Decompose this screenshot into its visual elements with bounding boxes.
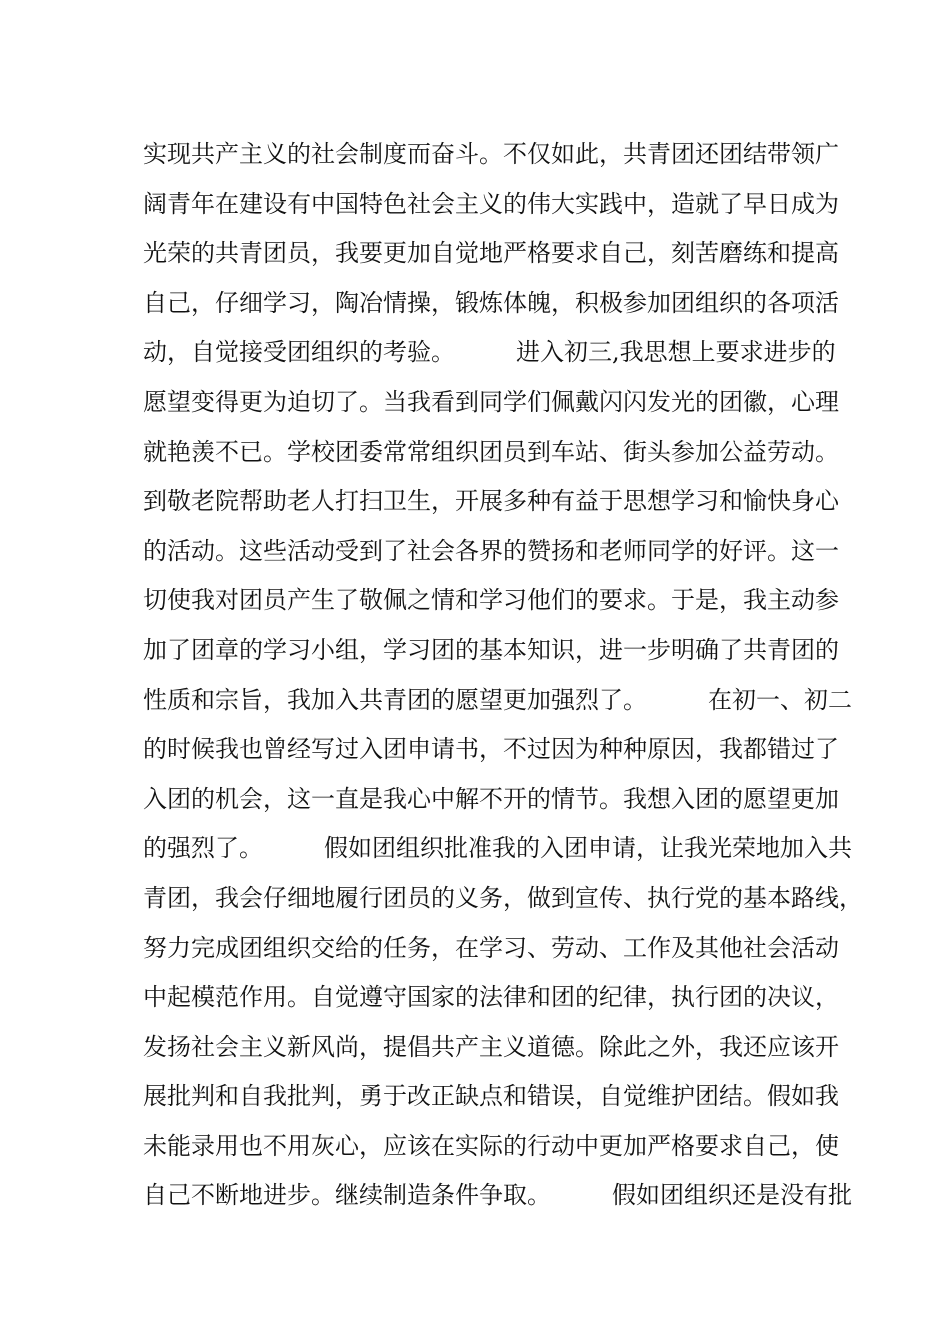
text-line: 发扬社会主义新风尚，提倡共产主义道德。除此之外，我还应该开 xyxy=(143,1032,839,1061)
text-line: 性质和宗旨，我加入共青团的愿望更加强烈了。 在初一、初二 xyxy=(143,685,853,714)
text-line: 到敬老院帮助老人打扫卫生，开展多种有益于思想学习和愉快身心 xyxy=(143,487,839,516)
text-line: 实现共产主义的社会制度而奋斗。不仅如此，共青团还团结带领广 xyxy=(143,140,839,168)
text-line: 展批判和自我批判，勇于改正缺点和错误，自觉维护团结。假如我 xyxy=(143,1082,839,1111)
text-line: 未能录用也不用灰心，应该在实际的行动中更加严格要求自己，使 xyxy=(143,1131,839,1160)
text-line: 努力完成团组织交给的任务，在学习、劳动、工作及其他社会活动 xyxy=(143,933,839,962)
text-line: 入团的机会，这一直是我心中解不开的情节。我想入团的愿望更加 xyxy=(143,784,839,813)
text-line: 的时候我也曾经写过入团申请书，不过因为种种原因，我都错过了 xyxy=(143,735,839,764)
text-line: 中起模范作用。自觉遵守国家的法律和团的纪律，执行团的决议， xyxy=(143,983,839,1012)
text-line: 动，自觉接受团组织的考验。 进入初三,我思想上要求进步的 xyxy=(143,338,836,367)
text-line: 自己不断地进步。继续制造条件争取。 假如团组织还是没有批 xyxy=(143,1181,853,1210)
body-text xyxy=(143,130,863,1221)
text-line: 切使我对团员产生了敬佩之情和学习他们的要求。于是，我主动参 xyxy=(143,586,839,615)
text-line: 阔青年在建设有中国特色社会主义的伟大实践中，造就了早日成为 xyxy=(143,189,839,218)
text-line: 光荣的共青团员，我要更加自觉地严格要求自己，刻苦磨练和提高 xyxy=(143,239,839,268)
text-line: 的活动。这些活动受到了社会各界的赞扬和老师同学的好评。这一 xyxy=(143,536,839,565)
text-line: 就艳羡不已。学校团委常常组织团员到车站、街头参加公益劳动。 xyxy=(143,437,839,466)
text-line: 青团，我会仔细地履行团员的义务，做到宣传、执行党的基本路线， xyxy=(143,883,863,912)
text-line: 自己，仔细学习，陶冶情操，锻炼体魄，积极参加团组织的各项活 xyxy=(143,288,839,317)
text-line: 的强烈了。 假如团组织批准我的入团申请，让我光荣地加入共 xyxy=(143,834,853,863)
text-line: 愿望变得更为迫切了。当我看到同学们佩戴闪闪发光的团徽，心理 xyxy=(143,387,839,416)
text-line: 加了团章的学习小组，学习团的基本知识，进一步明确了共青团的 xyxy=(143,635,839,664)
